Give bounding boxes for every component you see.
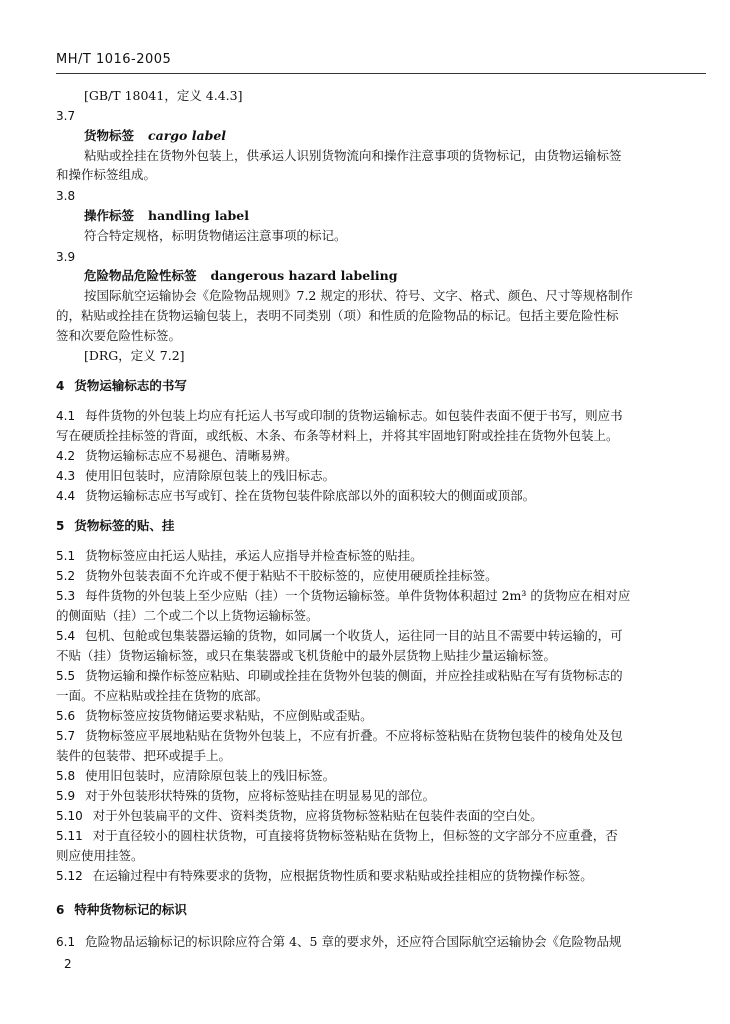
clause-text: 每件货物的外包装上至少应贴（挂）一个货物运输标签。单件货物体积超过 2m³ 的货物应在相对应 [85, 588, 631, 603]
clause-5-5 [56, 668, 623, 684]
section-title: 特种货物标记的标识 [74, 902, 187, 917]
clause-text: 的侧面贴（挂）二个或二个以上货物运输标签。 [56, 608, 319, 623]
clause-4-4 [56, 488, 535, 504]
clause-text: 使用旧包装时，应清除原包装上的残旧标签。 [85, 768, 336, 783]
clause-number: 4.2 [56, 449, 76, 463]
clause-4-1 [56, 408, 623, 424]
term-3-7 [84, 128, 226, 144]
clause-5-1 [56, 548, 423, 564]
clause-number: 5.2 [56, 569, 76, 583]
clause-text: 对于外包装形状特殊的货物，应将标签贴挂在明显易见的部位。 [85, 788, 436, 803]
clause-number: 5.10 [56, 809, 83, 823]
clause-text: 货物标签应平展地粘贴在货物外包装上，不应有折叠。不应将标签粘贴在货物包装件的棱角处及包 [85, 728, 623, 743]
term-3-9 [84, 268, 397, 284]
clause-5-12 [56, 868, 593, 884]
clause-4-2 [56, 448, 298, 464]
clause-number: 4.1 [56, 409, 76, 423]
clause-text: 货物运输标志应书写或钉、拴在货物包装件除底部以外的面积较大的侧面或顶部。 [85, 488, 536, 503]
clause-5-2 [56, 568, 498, 584]
clause-number: 5.7 [56, 729, 76, 743]
definition-line: 按国际航空运输协会《危险物品规则》7.2 规定的形状、符号、文字、格式、颜色、尺寸等规格制作 [84, 288, 633, 303]
clause-5-8 [56, 768, 335, 784]
reference-3-6: [GB/T 18041，定义 4.4.3] [84, 88, 243, 103]
definition-line: 粘贴或拴挂在货物外包装上，供承运人识别货物流向和操作注意事项的货物标记，由货物运输标签 [84, 148, 622, 163]
clause-number: 5.12 [56, 869, 83, 883]
clause-number-3-8: 3.8 [56, 189, 76, 203]
clause-text: 则应使用挂签。 [56, 848, 144, 863]
clause-number: 5.4 [56, 629, 76, 643]
clause-5-9 [56, 788, 435, 804]
clause-text: 在运输过程中有特殊要求的货物，应根据货物性质和要求粘贴或拴挂相应的货物操作标签。 [92, 868, 593, 883]
section-heading-6 [56, 902, 187, 918]
clause-number: 5.1 [56, 549, 76, 563]
definition-line: 的，粘贴或拴挂在货物运输包装上，表明不同类别（项）和性质的危险物品的标记。包括主要危险性标 [56, 308, 619, 323]
clause-text: 不贴（挂）货物运输标签，或只在集装器或飞机货舱中的最外层货物上贴挂少量运输标签。 [56, 648, 557, 663]
clause-text: 危险物品运输标记的标识除应符合第 4、5 章的要求外，还应符合国际航空运输协会《危险物品规 [85, 934, 622, 949]
clause-number: 5.3 [56, 589, 76, 603]
clause-text: 装件的包装带、把环或提手上。 [56, 748, 232, 763]
clause-text: 写在硬质拴挂标签的背面，或纸板、木条、布条等材料上，并将其牢固地钉附或拴挂在货物外包装上。 [56, 428, 619, 443]
clause-5-7 [56, 728, 623, 744]
clause-number: 5.5 [56, 669, 76, 683]
term-cn: 操作标签 [84, 208, 135, 223]
clause-text: 货物标签应由托运人贴挂，承运人应指导并检查标签的贴挂。 [85, 548, 423, 563]
clause-4-3 [56, 468, 335, 484]
definition-line: 签和次要危险性标签。 [56, 328, 182, 343]
clause-number: 5.9 [56, 789, 76, 803]
term-cn: 危险物品危险性标签 [84, 268, 197, 283]
page-number: 2 [64, 957, 72, 971]
clause-5-6 [56, 708, 373, 724]
section-title: 货物运输标志的书写 [74, 378, 187, 393]
clause-5-11 [56, 828, 618, 844]
definition-line: 和操作标签组成。 [56, 167, 157, 182]
clause-text: 对于直径较小的圆柱状货物，可直接将货物标签粘贴在货物上，但标签的文字部分不应重叠，否 [92, 828, 618, 843]
clause-text: 货物外包装表面不允许或不便于粘贴不干胶标签的，应使用硬质拴挂标签。 [85, 568, 498, 583]
clause-text: 包机、包舱或包集装器运输的货物，如同属一个收货人，运往同一目的站且不需要中转运输的，可 [85, 628, 623, 643]
clause-text: 货物运输和操作标签应粘贴、印刷或拴挂在货物外包装的侧面，并应拴挂或粘贴在写有货物标志的 [85, 668, 623, 683]
section-number: 4 [56, 379, 65, 393]
term-3-8 [84, 208, 249, 224]
clause-number: 5.11 [56, 829, 83, 843]
section-number: 5 [56, 519, 65, 533]
section-heading-4 [56, 378, 187, 394]
clause-number: 4.4 [56, 489, 76, 503]
clause-text: 对于外包装扁平的文件、资料类货物，应将货物标签粘贴在包装件表面的空白处。 [92, 808, 543, 823]
clause-5-10 [56, 808, 543, 824]
clause-number: 6.1 [56, 935, 76, 949]
section-title: 货物标签的贴、挂 [74, 518, 175, 533]
section-number: 6 [56, 903, 65, 917]
clause-text: 每件货物的外包装上均应有托运人书写或印制的货物运输标志。如包装件表面不便于书写，则应书 [85, 408, 623, 423]
term-en: cargo label [148, 128, 227, 143]
clause-number: 4.3 [56, 469, 76, 483]
definition-line: 符合特定规格，标明货物储运注意事项的标记。 [84, 228, 347, 243]
term-en: dangerous hazard labeling [210, 268, 398, 283]
clause-number: 5.8 [56, 769, 76, 783]
clause-5-4 [56, 628, 623, 644]
clause-text: 货物标签应按货物储运要求粘贴，不应倒贴或歪贴。 [85, 708, 373, 723]
clause-number: 5.6 [56, 709, 76, 723]
header-rule [56, 73, 706, 74]
term-en: handling label [148, 208, 249, 223]
clause-text: 货物运输标志应不易褪色、清晰易辨。 [85, 448, 298, 463]
clause-text: 一面。不应粘贴或拴挂在货物的底部。 [56, 688, 269, 703]
term-cn: 货物标签 [84, 128, 135, 143]
clause-5-3 [56, 588, 630, 604]
clause-text: 使用旧包装时，应清除原包装上的残旧标志。 [85, 468, 336, 483]
section-heading-5 [56, 518, 174, 534]
clause-6-1 [56, 934, 621, 950]
clause-number-3-7: 3.7 [56, 109, 76, 123]
reference-3-9: [DRG，定义 7.2] [84, 348, 185, 363]
clause-number-3-9: 3.9 [56, 250, 76, 264]
standard-id: MH/T 1016-2005 [56, 52, 172, 67]
